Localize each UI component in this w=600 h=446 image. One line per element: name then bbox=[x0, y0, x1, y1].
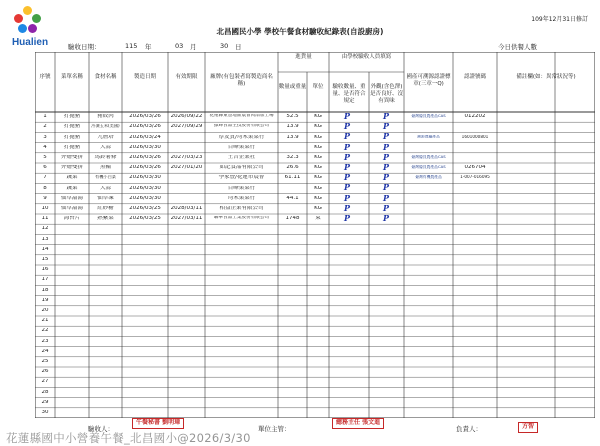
row-no: 4 bbox=[43, 144, 47, 150]
row-exp-date: 2027/03/11 bbox=[170, 216, 203, 222]
row-vendor: 相益企業有限公司 bbox=[219, 205, 264, 211]
check-mark-appearance: P bbox=[383, 151, 390, 162]
date-label: 驗收日期： bbox=[68, 43, 101, 51]
row-no: 9 bbox=[43, 195, 47, 201]
row-mfg-date: 2026/03/26 bbox=[129, 124, 161, 130]
row-no: 22 bbox=[41, 328, 49, 334]
row-qty: 61.11 bbox=[284, 175, 301, 181]
check-mark-qty: P bbox=[344, 131, 351, 142]
row-no: 7 bbox=[43, 175, 47, 181]
row-no: 20 bbox=[41, 307, 49, 313]
row-vendor: 如記食品有限公司 bbox=[219, 165, 264, 171]
row-unit: KG bbox=[314, 175, 322, 181]
servings-label: 今日供餐人數 bbox=[498, 43, 537, 51]
row-vendor: 綠輝食品生技股份有限公司 bbox=[213, 124, 270, 129]
row-no: 24 bbox=[41, 348, 49, 354]
row-unit: KG bbox=[314, 144, 322, 150]
watermark-text: 花蓮縣國中小營養午餐_北昌國小@2026/3/30 bbox=[6, 431, 251, 445]
row-mfg-date: 2026/03/26 bbox=[129, 154, 161, 160]
row-dish: 外燴雙拼 bbox=[60, 165, 83, 171]
row-ingredient: 仙草凍 bbox=[97, 195, 114, 201]
row-dish: 外燴雙拼 bbox=[60, 154, 83, 160]
row-unit: KG bbox=[314, 165, 322, 171]
row-qty: 52.5 bbox=[286, 114, 299, 120]
row-no: 8 bbox=[43, 185, 47, 191]
table-grid-lines bbox=[35, 52, 595, 418]
row-no: 3 bbox=[43, 134, 47, 140]
row-vendor: 百峰果菜行 bbox=[227, 144, 256, 150]
date-month: 03 bbox=[175, 42, 184, 50]
check-mark-qty: P bbox=[344, 162, 351, 172]
row-no: 14 bbox=[41, 246, 49, 252]
row-vendor: 均禾果菜行 bbox=[227, 195, 256, 201]
row-ingredient: 大蒜 bbox=[99, 144, 111, 150]
row-no: 16 bbox=[41, 267, 49, 273]
row-ingredient: 馬鈴薯條 bbox=[94, 154, 117, 160]
header-exp-date: 有效期限 bbox=[175, 74, 198, 80]
row-unit: KG bbox=[314, 134, 322, 140]
row-origin: 臺灣優良農產品CAS bbox=[411, 165, 446, 169]
row-mfg-date: 2026/03/24 bbox=[129, 134, 161, 140]
check-mark-qty: P bbox=[344, 111, 351, 121]
row-ingredient: 有機小白菜 bbox=[95, 175, 116, 180]
row-unit: KG bbox=[314, 205, 322, 211]
header-inspect-qty: 驗收數量、重量、是否符合規定 bbox=[332, 84, 366, 104]
check-mark-qty: P bbox=[344, 172, 351, 183]
row-ingredient: 大蒜 bbox=[99, 185, 111, 191]
row-no: 19 bbox=[41, 297, 49, 303]
row-unit: KG bbox=[314, 124, 322, 130]
row-unit: 束 bbox=[315, 216, 321, 222]
row-cert-no: 1-007-016095 bbox=[460, 175, 490, 180]
row-no: 29 bbox=[41, 399, 49, 405]
row-unit: KG bbox=[314, 154, 322, 160]
row-unit: KG bbox=[314, 185, 322, 191]
row-cert-no: 012202 bbox=[464, 114, 486, 120]
check-mark-appearance: P bbox=[383, 131, 390, 142]
row-ingredient: 豬絞肉 bbox=[97, 114, 114, 120]
row-no: 13 bbox=[41, 236, 49, 242]
row-vendor: 李家豐/花蓮市農會 bbox=[218, 175, 265, 181]
row-no: 11 bbox=[41, 216, 49, 222]
row-no: 23 bbox=[41, 338, 49, 344]
row-no: 5 bbox=[43, 154, 47, 160]
row-vendor: 厚友質/均禾果菜行 bbox=[218, 134, 265, 140]
row-dish: 打拋豬 bbox=[63, 144, 81, 150]
row-no: 27 bbox=[41, 379, 49, 385]
check-mark-appearance: P bbox=[383, 141, 390, 152]
header-incoming: 進貨量 bbox=[295, 54, 312, 60]
row-vendor: 聯華食品工業股份有限公司 bbox=[213, 216, 270, 221]
owner-stamp: 方智 bbox=[518, 422, 538, 433]
row-qty: 1748 bbox=[285, 216, 300, 222]
row-ingredient: 紅砂糖 bbox=[97, 205, 114, 211]
row-origin: 臺灣優良農產品CAS bbox=[411, 154, 446, 159]
date-day-unit: 日 bbox=[235, 43, 242, 51]
row-mfg-date: 2026/03/25 bbox=[129, 205, 161, 211]
row-origin: 臺灣優良農產品CAS bbox=[411, 114, 446, 118]
row-exp-date: 2026/09/22 bbox=[170, 114, 203, 120]
header-inspect-group: 由學校驗收人員填寫 bbox=[341, 54, 392, 60]
row-no: 12 bbox=[41, 226, 49, 232]
row-cert-no: 026704 bbox=[464, 165, 486, 171]
row-dish: 打拋豬 bbox=[63, 114, 81, 120]
revised-date: 109年12月31日修訂 bbox=[531, 16, 588, 23]
header-origin: 國產可溯源認證標章(三章一Q) bbox=[406, 74, 451, 87]
row-qty: 13.9 bbox=[286, 134, 299, 140]
row-no: 6 bbox=[43, 165, 47, 171]
check-mark-appearance: P bbox=[383, 111, 390, 121]
row-mfg-date: 2026/03/25 bbox=[129, 216, 161, 222]
row-origin: 臺灣有機農產品 bbox=[415, 175, 442, 180]
check-mark-qty: P bbox=[344, 121, 351, 132]
row-ingredient: 九層塔 bbox=[97, 134, 114, 140]
check-mark-appearance: P bbox=[383, 213, 390, 223]
row-no: 17 bbox=[41, 277, 49, 283]
header-inspect-appearance: 外觀(含色澤)是否良好、沒有異味 bbox=[370, 84, 404, 104]
row-unit: KG bbox=[314, 114, 322, 120]
row-no: 10 bbox=[41, 205, 49, 211]
row-mfg-date: 2026/03/30 bbox=[129, 195, 161, 201]
row-mfg-date: 2026/03/30 bbox=[129, 185, 161, 191]
row-no: 25 bbox=[41, 358, 49, 364]
logo-text: Hualien bbox=[11, 37, 49, 48]
row-qty: 44.1 bbox=[286, 195, 299, 201]
supervisor-label: 單位主管： bbox=[258, 425, 291, 433]
check-mark-qty: P bbox=[344, 141, 351, 152]
row-vendor: 土吉企業社 bbox=[227, 154, 256, 160]
check-mark-appearance: P bbox=[383, 192, 390, 203]
inspector-stamp: 午餐秘書 劉明璋 bbox=[132, 418, 184, 429]
row-cert-no: 1601000801 bbox=[461, 134, 489, 139]
form-title: 北昌國民小學 學校午餐食材驗收紀錄表(自設廚房) bbox=[216, 27, 384, 36]
row-qty: 13.9 bbox=[286, 124, 299, 130]
row-dish: 蔬菜 bbox=[66, 175, 78, 181]
date-month-unit: 月 bbox=[190, 43, 197, 51]
row-dish: 打拋豬 bbox=[63, 134, 81, 140]
row-vendor: 百峰果菜行 bbox=[227, 185, 256, 191]
row-no: 15 bbox=[41, 256, 49, 262]
row-exp-date: 2027/03/23 bbox=[170, 154, 203, 160]
logo-mark-icon bbox=[14, 4, 42, 34]
row-no: 28 bbox=[41, 389, 49, 395]
check-mark-qty: P bbox=[344, 192, 351, 203]
date-year: 115 bbox=[125, 42, 138, 50]
header-note: 備註欄(如：異常狀況等) bbox=[516, 74, 576, 80]
row-dish: 海苔片 bbox=[63, 216, 81, 222]
supervisor-stamp: 總務主任 張文進 bbox=[332, 418, 384, 429]
check-mark-appearance: P bbox=[383, 121, 390, 132]
owner-label: 負責人： bbox=[456, 425, 482, 433]
check-mark-qty: P bbox=[344, 213, 351, 223]
check-mark-qty: P bbox=[344, 202, 351, 213]
header-vendor: 廠牌(有包裝者寫製造商名稱) bbox=[210, 74, 273, 87]
row-ingredient: 冷凍玉米(美國) bbox=[91, 124, 120, 129]
check-mark-appearance: P bbox=[383, 202, 390, 213]
check-mark-qty: P bbox=[344, 182, 351, 193]
row-no: 21 bbox=[41, 318, 49, 324]
header-no: 序號 bbox=[39, 74, 51, 80]
header-unit: 單位 bbox=[312, 84, 324, 90]
row-dish: 打拋豬 bbox=[63, 124, 81, 130]
date-year-unit: 年 bbox=[145, 43, 152, 51]
check-mark-appearance: P bbox=[383, 182, 390, 193]
header-dish: 菜單名稱 bbox=[60, 74, 83, 80]
row-exp-date: 2027/09/29 bbox=[170, 124, 203, 130]
row-no: 30 bbox=[41, 409, 49, 415]
row-no: 18 bbox=[41, 287, 49, 293]
row-mfg-date: 2026/03/30 bbox=[129, 144, 161, 150]
row-qty: 32.3 bbox=[286, 154, 299, 160]
row-origin: 溯源農糧產品 bbox=[417, 134, 440, 139]
header-mfg-date: 製造日期 bbox=[133, 74, 156, 80]
row-qty: 26.6 bbox=[286, 165, 299, 171]
row-dish: 仙草甜湯 bbox=[60, 195, 83, 201]
row-ingredient: 熟紫菜 bbox=[97, 216, 114, 222]
row-unit: KG bbox=[314, 195, 322, 201]
row-mfg-date: 2026/03/30 bbox=[129, 175, 161, 181]
header-ingredient: 食材名稱 bbox=[94, 74, 117, 80]
row-mfg-date: 2026/03/26 bbox=[129, 165, 161, 171]
row-dish: 蔬菜 bbox=[66, 185, 78, 191]
row-vendor: 花蓮縣東豐地區農會肉品加工場 bbox=[209, 114, 274, 119]
row-mfg-date: 2026/03/26 bbox=[129, 114, 161, 120]
inspector-label: 驗收人： bbox=[88, 425, 114, 433]
header-cert-no: 認證號碼 bbox=[463, 74, 486, 80]
row-no: 2 bbox=[43, 124, 47, 130]
row-no: 1 bbox=[43, 114, 47, 120]
check-mark-qty: P bbox=[344, 151, 351, 162]
date-day: 30 bbox=[220, 42, 229, 50]
header-qty: 數量或重量 bbox=[278, 84, 307, 90]
row-exp-date: 2028/03/11 bbox=[170, 205, 203, 211]
row-no: 26 bbox=[41, 369, 49, 375]
inspection-table bbox=[35, 52, 595, 418]
row-dish: 仙草甜湯 bbox=[60, 205, 83, 211]
row-ingredient: 黑輪 bbox=[99, 165, 111, 171]
check-mark-appearance: P bbox=[383, 172, 390, 183]
check-mark-appearance: P bbox=[383, 162, 390, 172]
row-exp-date: 2027/01/20 bbox=[170, 165, 203, 171]
